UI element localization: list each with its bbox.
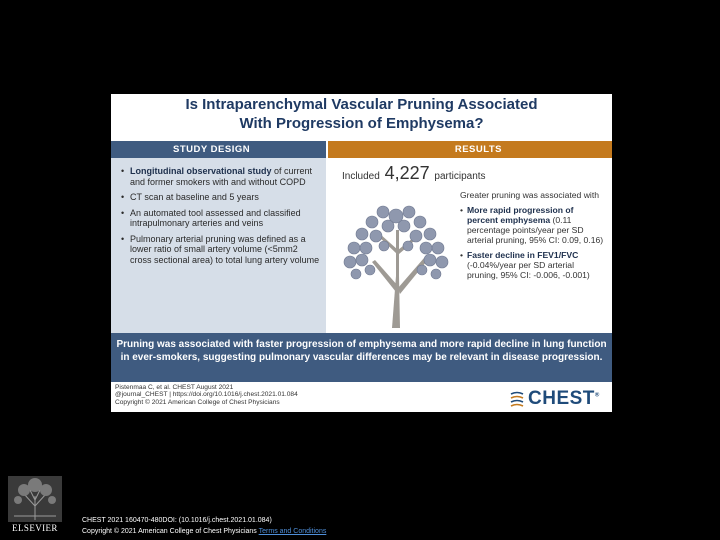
elsevier-tree-icon bbox=[8, 476, 62, 522]
elsevier-wordmark: ELSEVIER bbox=[12, 523, 58, 533]
chest-lines-icon bbox=[509, 390, 525, 408]
footer-citation: CHEST 2021 160470-480DOI: (10.1016/j.chest.2021.01.084) bbox=[82, 517, 272, 524]
list-item: • More rapid progression of percent emphysema (0.11 percentage points/year per SD arterial pruning, 95% CI: 0.09, 0.16) bbox=[460, 205, 606, 245]
citation: Pistenmaa C, et al. CHEST August 2021 @journal_CHEST | https://doi.org/10.1016/j.chest.2021.01.084 Copyright © 2021 American College of Chest Physicians bbox=[115, 384, 298, 406]
study-design-list bbox=[111, 158, 326, 265]
results-header: RESULTS bbox=[328, 141, 612, 158]
footer-copyright: Copyright © 2021 American College of Chest Physicians Terms and Conditions bbox=[82, 528, 327, 535]
study-design-panel bbox=[111, 158, 326, 333]
results-intro: Greater pruning was associated with bbox=[460, 190, 600, 200]
abstract-title bbox=[111, 95, 612, 133]
chest-logo: CHEST® bbox=[509, 388, 600, 410]
list-item: • CT scan at baseline and 5 years bbox=[121, 192, 320, 203]
list-item: • Pulmonary arterial pruning was defined as a lower ratio of small artery volume (<5mm2 cross sectional area) to total lung artery volume bbox=[121, 234, 320, 266]
list-item: • An automated tool assessed and classified intrapulmonary arteries and veins bbox=[121, 208, 320, 229]
footer bbox=[82, 515, 326, 537]
results-panel bbox=[328, 158, 612, 333]
results-text bbox=[460, 190, 606, 285]
participants-count: Included 4,227 participants bbox=[342, 163, 486, 183]
elsevier-logo bbox=[6, 476, 64, 534]
terms-link[interactable]: Terms and Conditions bbox=[258, 528, 327, 535]
study-design-header: STUDY DESIGN bbox=[111, 141, 326, 158]
title-line-2: With Progression of Emphysema? bbox=[239, 115, 484, 132]
visual-abstract bbox=[111, 94, 612, 412]
results-list bbox=[460, 205, 606, 280]
title-line-1: Is Intraparenchymal Vascular Pruning Associated bbox=[185, 96, 538, 113]
list-item: • Faster decline in FEV1/FVC (-0.04%/year per SD arterial pruning, 95% CI: -0.006, -0.001) bbox=[460, 250, 606, 280]
conclusion-banner: Pruning was associated with faster progression of emphysema and more rapid decline in lung function in ever-smokers, suggesting pulmonary vascular differences may be relevant in disease progression. bbox=[111, 333, 612, 382]
lung-tree-icon bbox=[338, 196, 454, 328]
list-item: • Longitudinal observational study of current and former smokers with and without COPD bbox=[121, 166, 320, 187]
